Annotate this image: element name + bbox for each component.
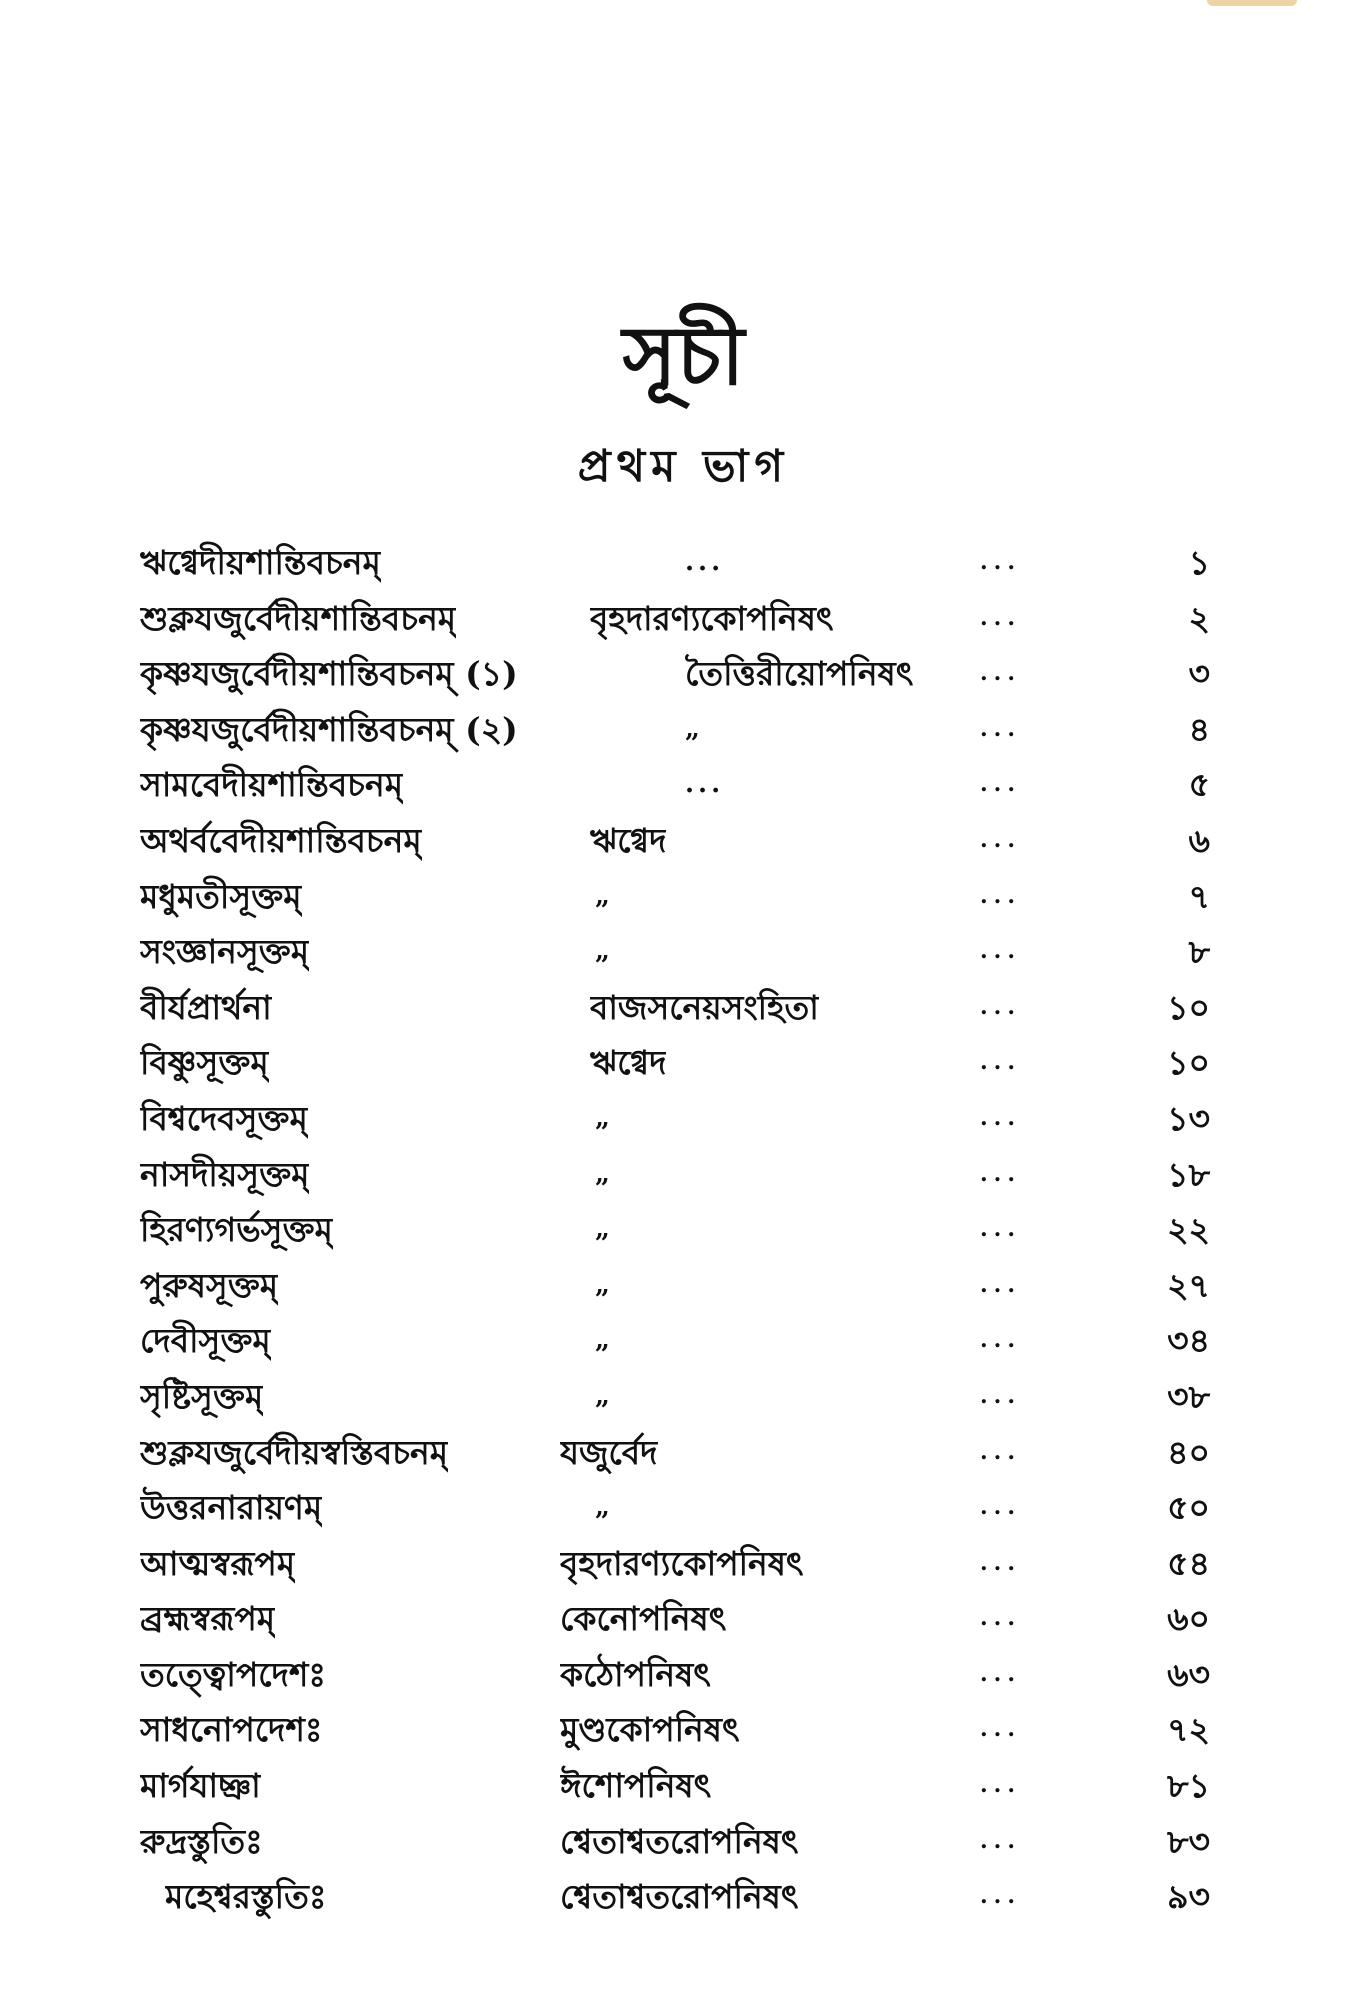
table-of-contents [140, 535, 1250, 1925]
entry-title: মার্গযাচ্ঞা [140, 1766, 261, 1806]
entry-source: কেনোপনিষৎ [560, 1599, 727, 1639]
toc-entry [140, 813, 1250, 869]
entry-source: ... [685, 769, 725, 800]
entry-leader-dots: ... [980, 1883, 1021, 1910]
page-title: সূচী [622, 308, 745, 404]
entry-leader-dots: ... [980, 882, 1021, 909]
entry-source: বাজসনেয়সংহিতা [590, 987, 819, 1027]
toc-entry [140, 1313, 1250, 1369]
toc-entry [140, 1091, 1250, 1147]
entry-title: অথর্ববেদীয়শান্তিবচনম্ [140, 820, 422, 860]
entry-page-number: ২৭ [1167, 1265, 1210, 1305]
entry-leader-dots: ... [980, 1716, 1021, 1743]
entry-source: „ [595, 1269, 610, 1300]
entry-leader-dots: ... [980, 549, 1021, 575]
entry-source: ঈশোপনিষৎ [560, 1766, 712, 1806]
entry-source: „ [595, 880, 610, 911]
entry-leader-dots: ... [980, 1160, 1021, 1187]
entry-title: বীর্যপ্রার্থনা [140, 987, 272, 1027]
entry-leader-dots: ... [980, 1104, 1021, 1131]
entry-leader-dots: ... [980, 1605, 1021, 1632]
entry-leader-dots: ... [980, 938, 1021, 965]
entry-title: সৃষ্টিসূক্তম্ [140, 1376, 264, 1416]
entry-source: যজুর্বেদ [560, 1432, 658, 1472]
toc-entry [140, 646, 1250, 702]
entry-page-number: ৩৪ [1167, 1321, 1210, 1361]
entry-page-number: ১ [1188, 543, 1210, 582]
toc-entry [140, 1814, 1250, 1870]
entry-title: বিশ্বদেবসূক্তম্ [140, 1098, 308, 1138]
entry-page-number: ১০ [1167, 1043, 1210, 1083]
entry-source: „ [595, 1214, 610, 1245]
entry-title: মহেশ্বরস্তুতিঃ [165, 1877, 327, 1917]
entry-title: আত্মস্বরূপম্ [140, 1543, 296, 1583]
entry-source: মুণ্ডকোপনিষৎ [560, 1710, 740, 1750]
toc-entry [140, 591, 1250, 647]
entry-page-number: ২ [1188, 598, 1210, 638]
toc-entry [140, 869, 1250, 925]
entry-title: সাধনোপদেশঃ [140, 1710, 323, 1750]
entry-leader-dots: ... [980, 826, 1021, 853]
toc-entry [140, 535, 1250, 591]
toc-entry [140, 1202, 1250, 1258]
entry-page-number: ৭২ [1167, 1710, 1210, 1750]
entry-title: ব্রহ্মস্বরূপম্ [140, 1599, 276, 1639]
toc-entry [140, 1869, 1250, 1925]
toc-entry [140, 1758, 1250, 1814]
entry-source: „ [595, 936, 610, 967]
entry-page-number: ৮১ [1167, 1766, 1210, 1806]
entry-source: কঠোপনিষৎ [560, 1654, 711, 1694]
entry-title: সংজ্ঞানসূক্তম্ [140, 932, 310, 972]
entry-page-number: ১৩ [1167, 1098, 1210, 1138]
entry-title: দেবীসূক্তম্ [140, 1321, 271, 1361]
toc-entry [140, 1147, 1250, 1203]
entry-page-number: ৩৮ [1167, 1376, 1210, 1416]
entry-leader-dots: ... [980, 715, 1021, 742]
toc-entry [140, 702, 1250, 758]
toc-entry [140, 1480, 1250, 1536]
entry-page-number: ৫৪ [1167, 1543, 1210, 1583]
entry-title: কৃষ্ণযজুর্বেদীয়শান্তিবচনম্ (২) [140, 709, 518, 749]
toc-entry [140, 980, 1250, 1036]
entry-title: বিষ্ণুসূক্তম্ [140, 1043, 269, 1083]
toc-entry [140, 1369, 1250, 1425]
entry-source: শ্বেতাশ্বতরোপনিষৎ [560, 1821, 799, 1861]
toc-entry [140, 1035, 1250, 1091]
entry-source: „ [595, 1102, 610, 1133]
entry-source: ঋগ্বেদ [590, 1043, 667, 1083]
entry-title: রুদ্রস্তুতিঃ [140, 1821, 263, 1861]
entry-leader-dots: ... [980, 1382, 1021, 1409]
entry-title: মধুমতীসূক্তম্ [140, 876, 302, 916]
toc-entry [140, 1702, 1250, 1758]
entry-page-number: ৬ [1188, 820, 1210, 860]
entry-page-number: ২২ [1167, 1210, 1210, 1250]
entry-leader-dots: ... [980, 604, 1021, 631]
toc-entry [140, 1647, 1250, 1703]
toc-entry [140, 757, 1250, 813]
entry-source: ... [685, 547, 725, 577]
entry-leader-dots: ... [980, 1271, 1021, 1298]
entry-title: পুরুষসূক্তম্ [140, 1265, 279, 1305]
entry-page-number: ৪ [1188, 709, 1210, 749]
entry-page-number: ৬০ [1167, 1599, 1210, 1639]
entry-source: „ [595, 1325, 610, 1356]
entry-page-number: ১৮ [1167, 1154, 1210, 1194]
entry-page-number: ৪০ [1167, 1432, 1210, 1472]
entry-title: তত্ত্বোপদেশঃ [140, 1654, 326, 1694]
entry-leader-dots: ... [980, 1549, 1021, 1576]
entry-page-number: ১০ [1167, 987, 1210, 1027]
toc-entry [140, 1536, 1250, 1592]
entry-title: নাসদীয়সূক্তম্ [140, 1154, 310, 1194]
entry-title: হিরণ্যগর্ভসূক্তম্ [140, 1210, 333, 1250]
entry-leader-dots: ... [980, 1438, 1021, 1465]
entry-source: ঋগ্বেদ [590, 820, 667, 860]
entry-leader-dots: ... [980, 1494, 1021, 1521]
entry-page-number: ৬৩ [1167, 1654, 1210, 1694]
entry-leader-dots: ... [980, 771, 1021, 798]
entry-source: শ্বেতাশ্বতরোপনিষৎ [560, 1877, 799, 1917]
entry-source: তৈত্তিরীয়োপনিষৎ [685, 654, 914, 694]
entry-page-number: ৫০ [1167, 1488, 1210, 1528]
entry-leader-dots: ... [980, 993, 1021, 1020]
entry-source: „ [595, 1380, 610, 1411]
entry-title: ঋগ্বেদীয়শান্তিবচনম্ [140, 543, 381, 582]
entry-source: „ [685, 713, 700, 744]
entry-source: „ [595, 1492, 610, 1523]
entry-page-number: ৩ [1188, 654, 1210, 694]
entry-leader-dots: ... [980, 1772, 1021, 1799]
entry-title: উত্তরনারায়ণম্ [140, 1488, 323, 1528]
entry-title: শুক্লযজুর্বেদীয়স্বস্তিবচনম্ [140, 1432, 449, 1472]
entry-leader-dots: ... [980, 1216, 1021, 1243]
entry-page-number: ৫ [1188, 765, 1210, 805]
entry-leader-dots: ... [980, 1660, 1021, 1687]
entry-title: কৃষ্ণযজুর্বেদীয়শান্তিবচনম্ (১) [140, 654, 518, 694]
entry-source: বৃহদারণ্যকোপনিষৎ [590, 598, 834, 638]
entry-source: „ [595, 1158, 610, 1189]
entry-page-number: ৮৩ [1167, 1821, 1210, 1861]
section-title: প্রথম ভাগ [577, 441, 790, 492]
toc-entry [140, 1425, 1250, 1481]
entry-leader-dots: ... [980, 1827, 1021, 1854]
entry-page-number: ৯৩ [1167, 1877, 1210, 1917]
page-corner-mark [1207, 0, 1297, 6]
toc-entry [140, 924, 1250, 980]
entry-leader-dots: ... [980, 660, 1021, 687]
entry-title: সামবেদীয়শান্তিবচনম্ [140, 765, 404, 805]
entry-page-number: ৭ [1188, 876, 1210, 916]
toc-entry [140, 1591, 1250, 1647]
entry-title: শুক্লযজুর্বেদীয়শান্তিবচনম্ [140, 598, 457, 638]
entry-page-number: ৮ [1188, 932, 1210, 972]
entry-source: বৃহদারণ্যকোপনিষৎ [560, 1543, 804, 1583]
entry-leader-dots: ... [980, 1327, 1021, 1354]
entry-leader-dots: ... [980, 1049, 1021, 1076]
toc-entry [140, 1258, 1250, 1314]
